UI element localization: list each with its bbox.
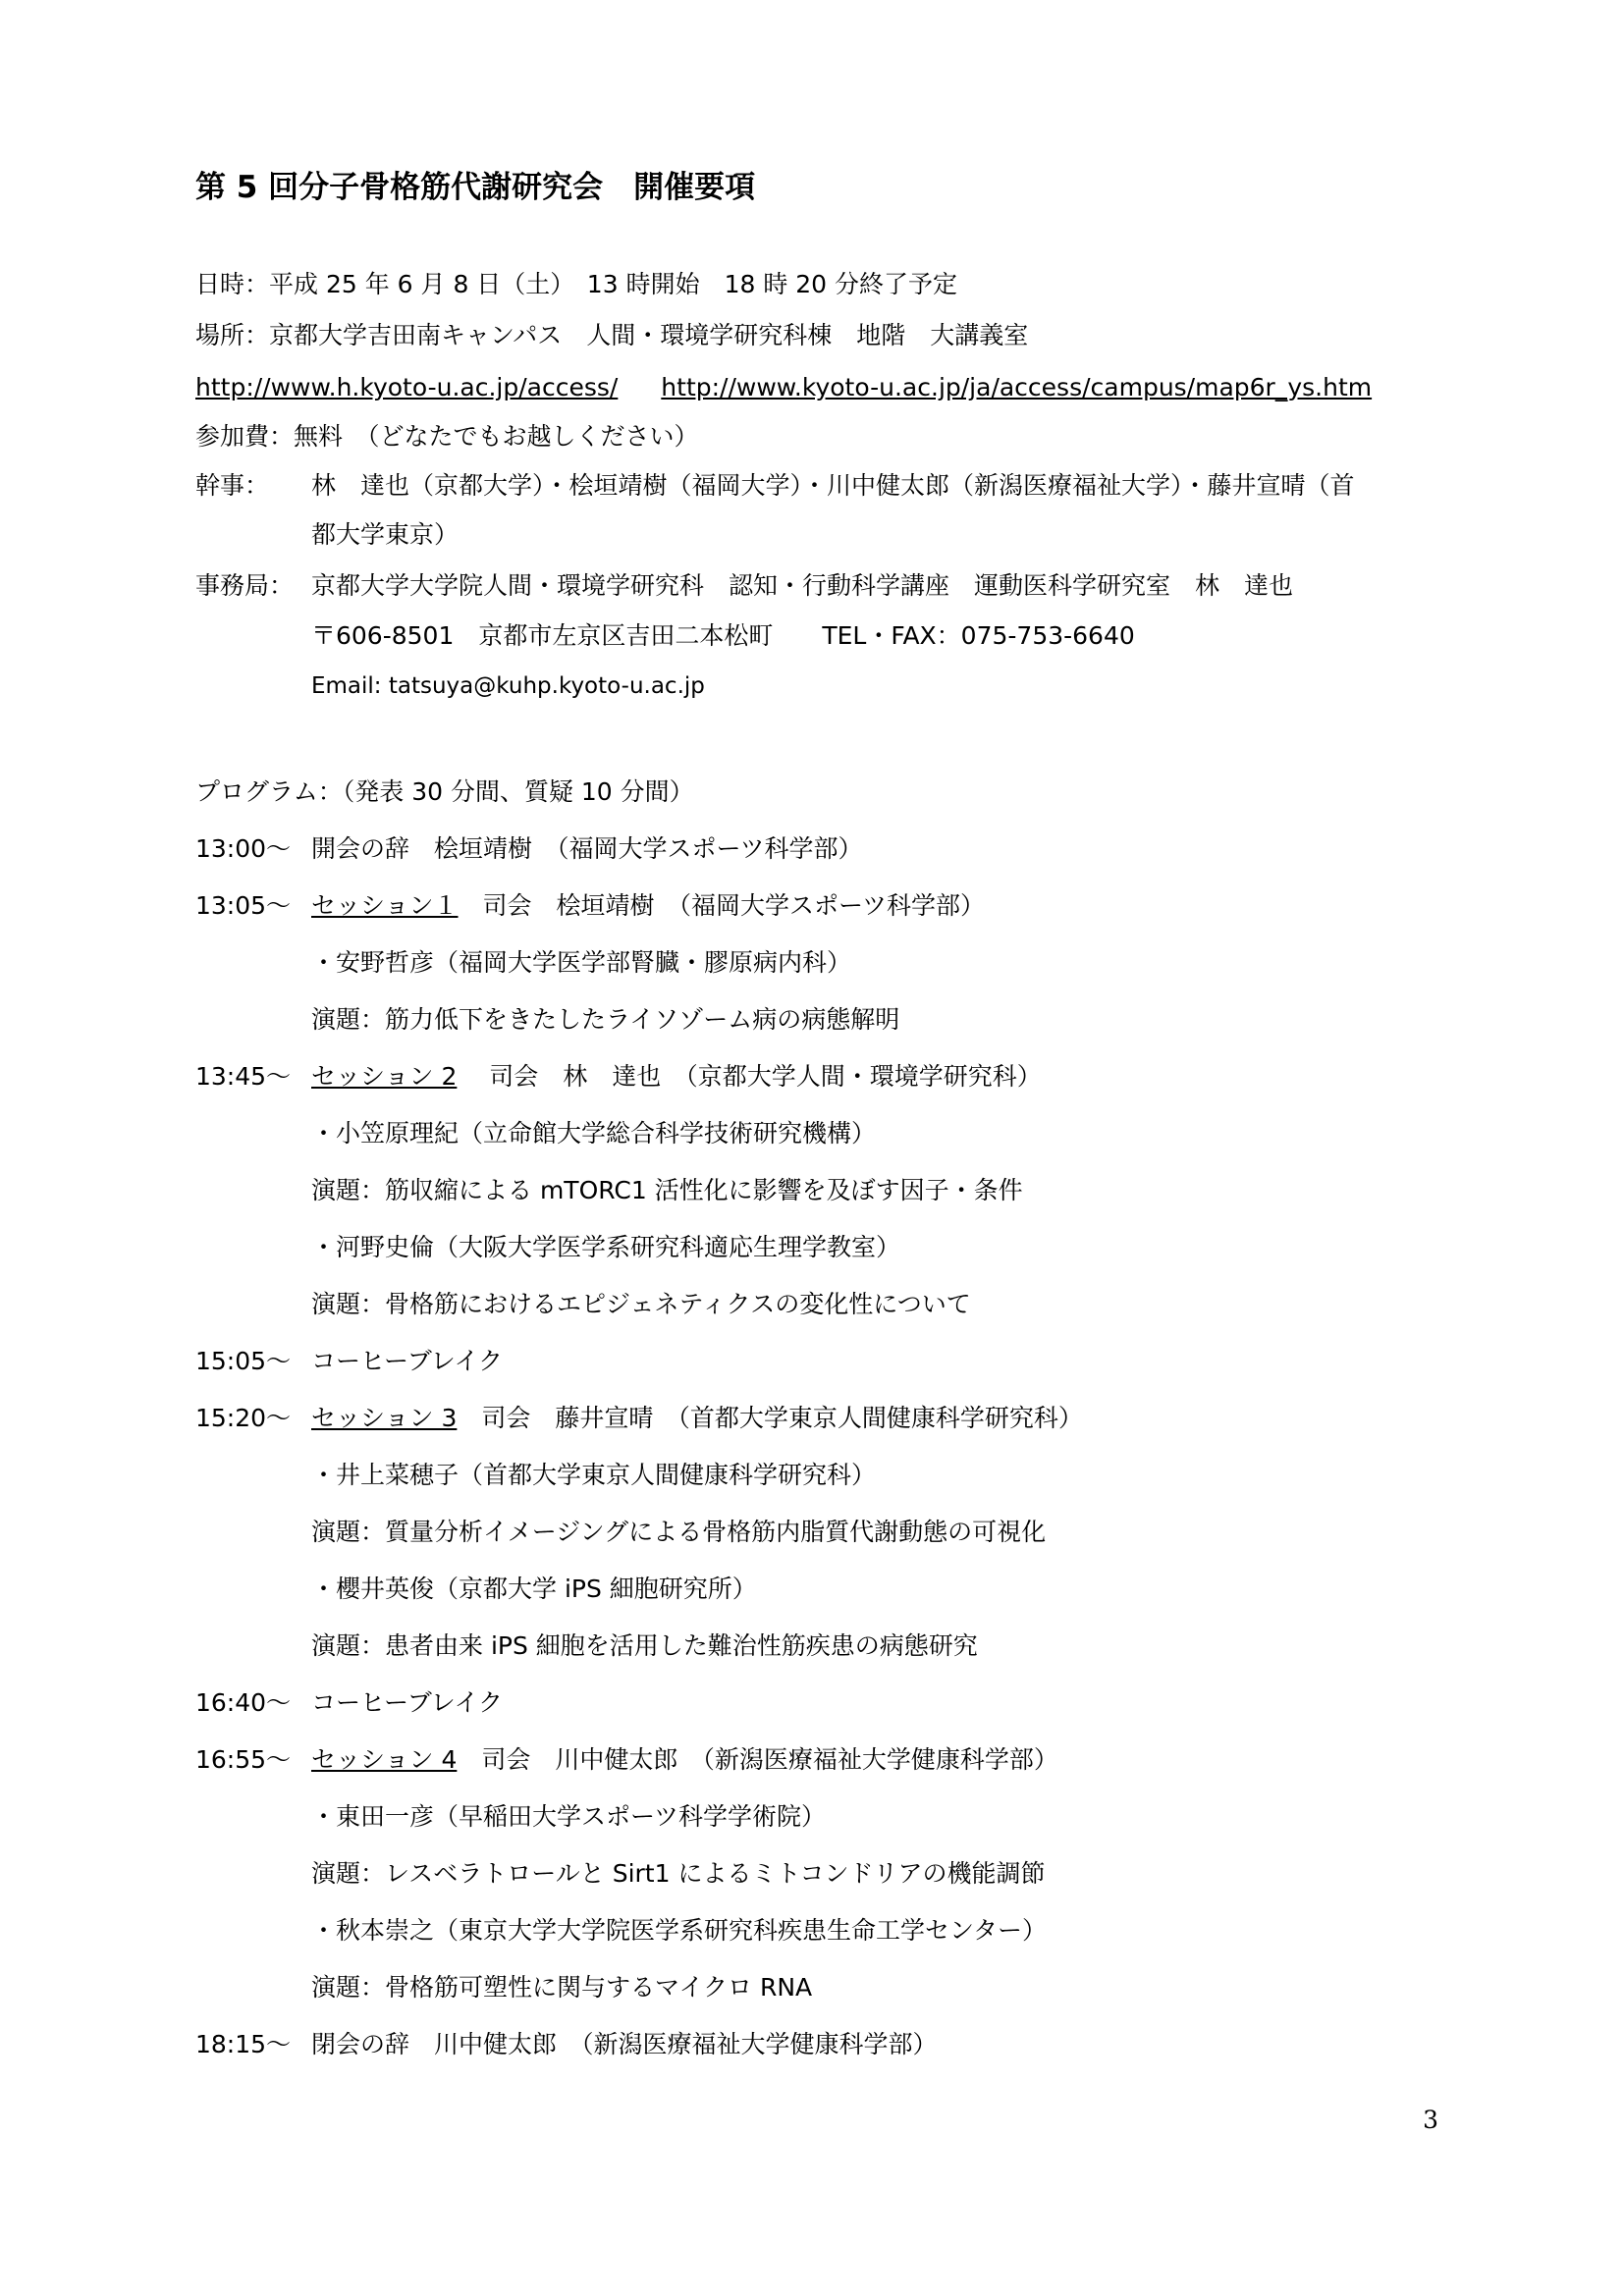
session2-label: セッション 2 <box>311 1062 458 1091</box>
place-line: 場所：京都大学吉田南キャンパス 人間・環境学研究科棟 地階 大講義室 <box>195 321 1029 349</box>
closing-time: 18:15～ <box>195 2030 292 2058</box>
session4-presenter-1: ・東田一彦（早稲田大学スポーツ科学学術院） <box>311 1802 827 1831</box>
session2-time: 13:45～ <box>195 1062 292 1091</box>
session4-label: セッション 4 <box>311 1745 458 1774</box>
office-email: Email: tatsuya@kuhp.kyoto-u.ac.jp <box>311 673 705 699</box>
session1-heading <box>311 889 985 923</box>
session3-chair: 司会 藤井宣晴 （首都大学東京人間健康科学研究科） <box>457 1404 1083 1432</box>
page-number: 3 <box>1423 2106 1438 2134</box>
session2-topic-2: 演題：骨格筋におけるエピジェネティクスの変化性について <box>311 1290 971 1318</box>
access-links <box>195 371 1372 404</box>
session1-topic-1: 演題：筋力低下をきたしたライソゾーム病の病態解明 <box>311 1005 900 1034</box>
session3-presenter-1: ・井上菜穂子（首都大学東京人間健康科学研究科） <box>311 1461 877 1489</box>
break1-text: コーヒーブレイク <box>311 1347 504 1375</box>
session4-chair: 司会 川中健太郎 （新潟医療福祉大学健康科学部） <box>457 1745 1058 1774</box>
session1-presenter-1: ・安野哲彦（福岡大学医学部腎臓・膠原病内科） <box>311 948 852 977</box>
session4-time: 16:55～ <box>195 1745 292 1774</box>
session1-time: 13:05～ <box>195 891 292 920</box>
break2-text: コーヒーブレイク <box>311 1688 504 1717</box>
opening-time: 13:00～ <box>195 834 292 863</box>
session2-heading <box>311 1060 1042 1094</box>
session3-time: 15:20～ <box>195 1404 292 1432</box>
session3-heading <box>311 1402 1083 1435</box>
program-header: プログラム：（発表 30 分間、質疑 10 分間） <box>195 777 694 806</box>
organizers-label: 幹事： <box>195 471 270 500</box>
organizers-line-2: 都大学東京） <box>311 520 460 549</box>
fee-line: 参加費：無料 （どなたでもお越しください） <box>195 422 699 451</box>
session4-topic-2: 演題：骨格筋可塑性に関与するマイクロ RNA <box>311 1973 813 2002</box>
session3-presenter-2: ・櫻井英俊（京都大学 iPS 細胞研究所） <box>311 1575 757 1603</box>
session4-presenter-2: ・秋本崇之（東京大学大学院医学系研究科疾患生命工学センター） <box>311 1916 1048 1945</box>
session2-presenter-2: ・河野史倫（大阪大学医学系研究科適応生理学教室） <box>311 1233 901 1261</box>
session2-presenter-1: ・小笠原理紀（立命館大学総合科学技術研究機構） <box>311 1119 877 1148</box>
session4-topic-1: 演題：レスベラトロールと Sirt1 によるミトコンドリアの機能調節 <box>311 1859 1046 1888</box>
datetime-line: 日時：平成 25 年 6 月 8 日（土） 13 時開始 18 時 20 分終了予定 <box>195 270 958 298</box>
organizers-line-1: 林 達也（京都大学）・桧垣靖樹（福岡大学）・川中健太郎（新潟医療福祉大学）・藤井宣晴（首 <box>311 471 1355 500</box>
session4-heading <box>311 1743 1058 1777</box>
session3-topic-2: 演題：患者由来 iPS 細胞を活用した難治性筋疾患の病態研究 <box>311 1631 978 1660</box>
session1-chair: 司会 桧垣靖樹 （福岡大学スポーツ科学部） <box>458 891 986 920</box>
session1-label: セッション１ <box>311 891 459 920</box>
session2-chair: 司会 林 達也 （京都大学人間・環境学研究科） <box>457 1062 1042 1091</box>
session2-topic-1: 演題：筋収縮による mTORC1 活性化に影響を及ぼす因子・条件 <box>311 1176 1023 1204</box>
access-link-1[interactable]: http://www.h.kyoto-u.ac.jp/access/ <box>195 373 619 401</box>
access-link-2[interactable]: http://www.kyoto-u.ac.jp/ja/access/campus/map6r_ys.htm <box>661 373 1373 401</box>
document-title: 第 5 回分子骨格筋代謝研究会 開催要項 <box>195 170 756 205</box>
break2-time: 16:40～ <box>195 1688 292 1717</box>
session3-label: セッション 3 <box>311 1404 458 1432</box>
office-line-2: 〒606-8501 京都市左京区吉田二本松町 TEL・FAX：075-753-6640 <box>311 621 1135 650</box>
opening-text: 開会の辞 桧垣靖樹 （福岡大学スポーツ科学部） <box>311 834 863 863</box>
break1-time: 15:05～ <box>195 1347 292 1375</box>
session3-topic-1: 演題：質量分析イメージングによる骨格筋内脂質代謝動態の可視化 <box>311 1518 1047 1546</box>
closing-text: 閉会の辞 川中健太郎 （新潟医療福祉大学健康科学部） <box>311 2030 938 2058</box>
office-label: 事務局： <box>195 571 295 600</box>
office-line-1: 京都大学大学院人間・環境学研究科 認知・行動科学講座 運動医科学研究室 林 達也 <box>311 571 1294 600</box>
